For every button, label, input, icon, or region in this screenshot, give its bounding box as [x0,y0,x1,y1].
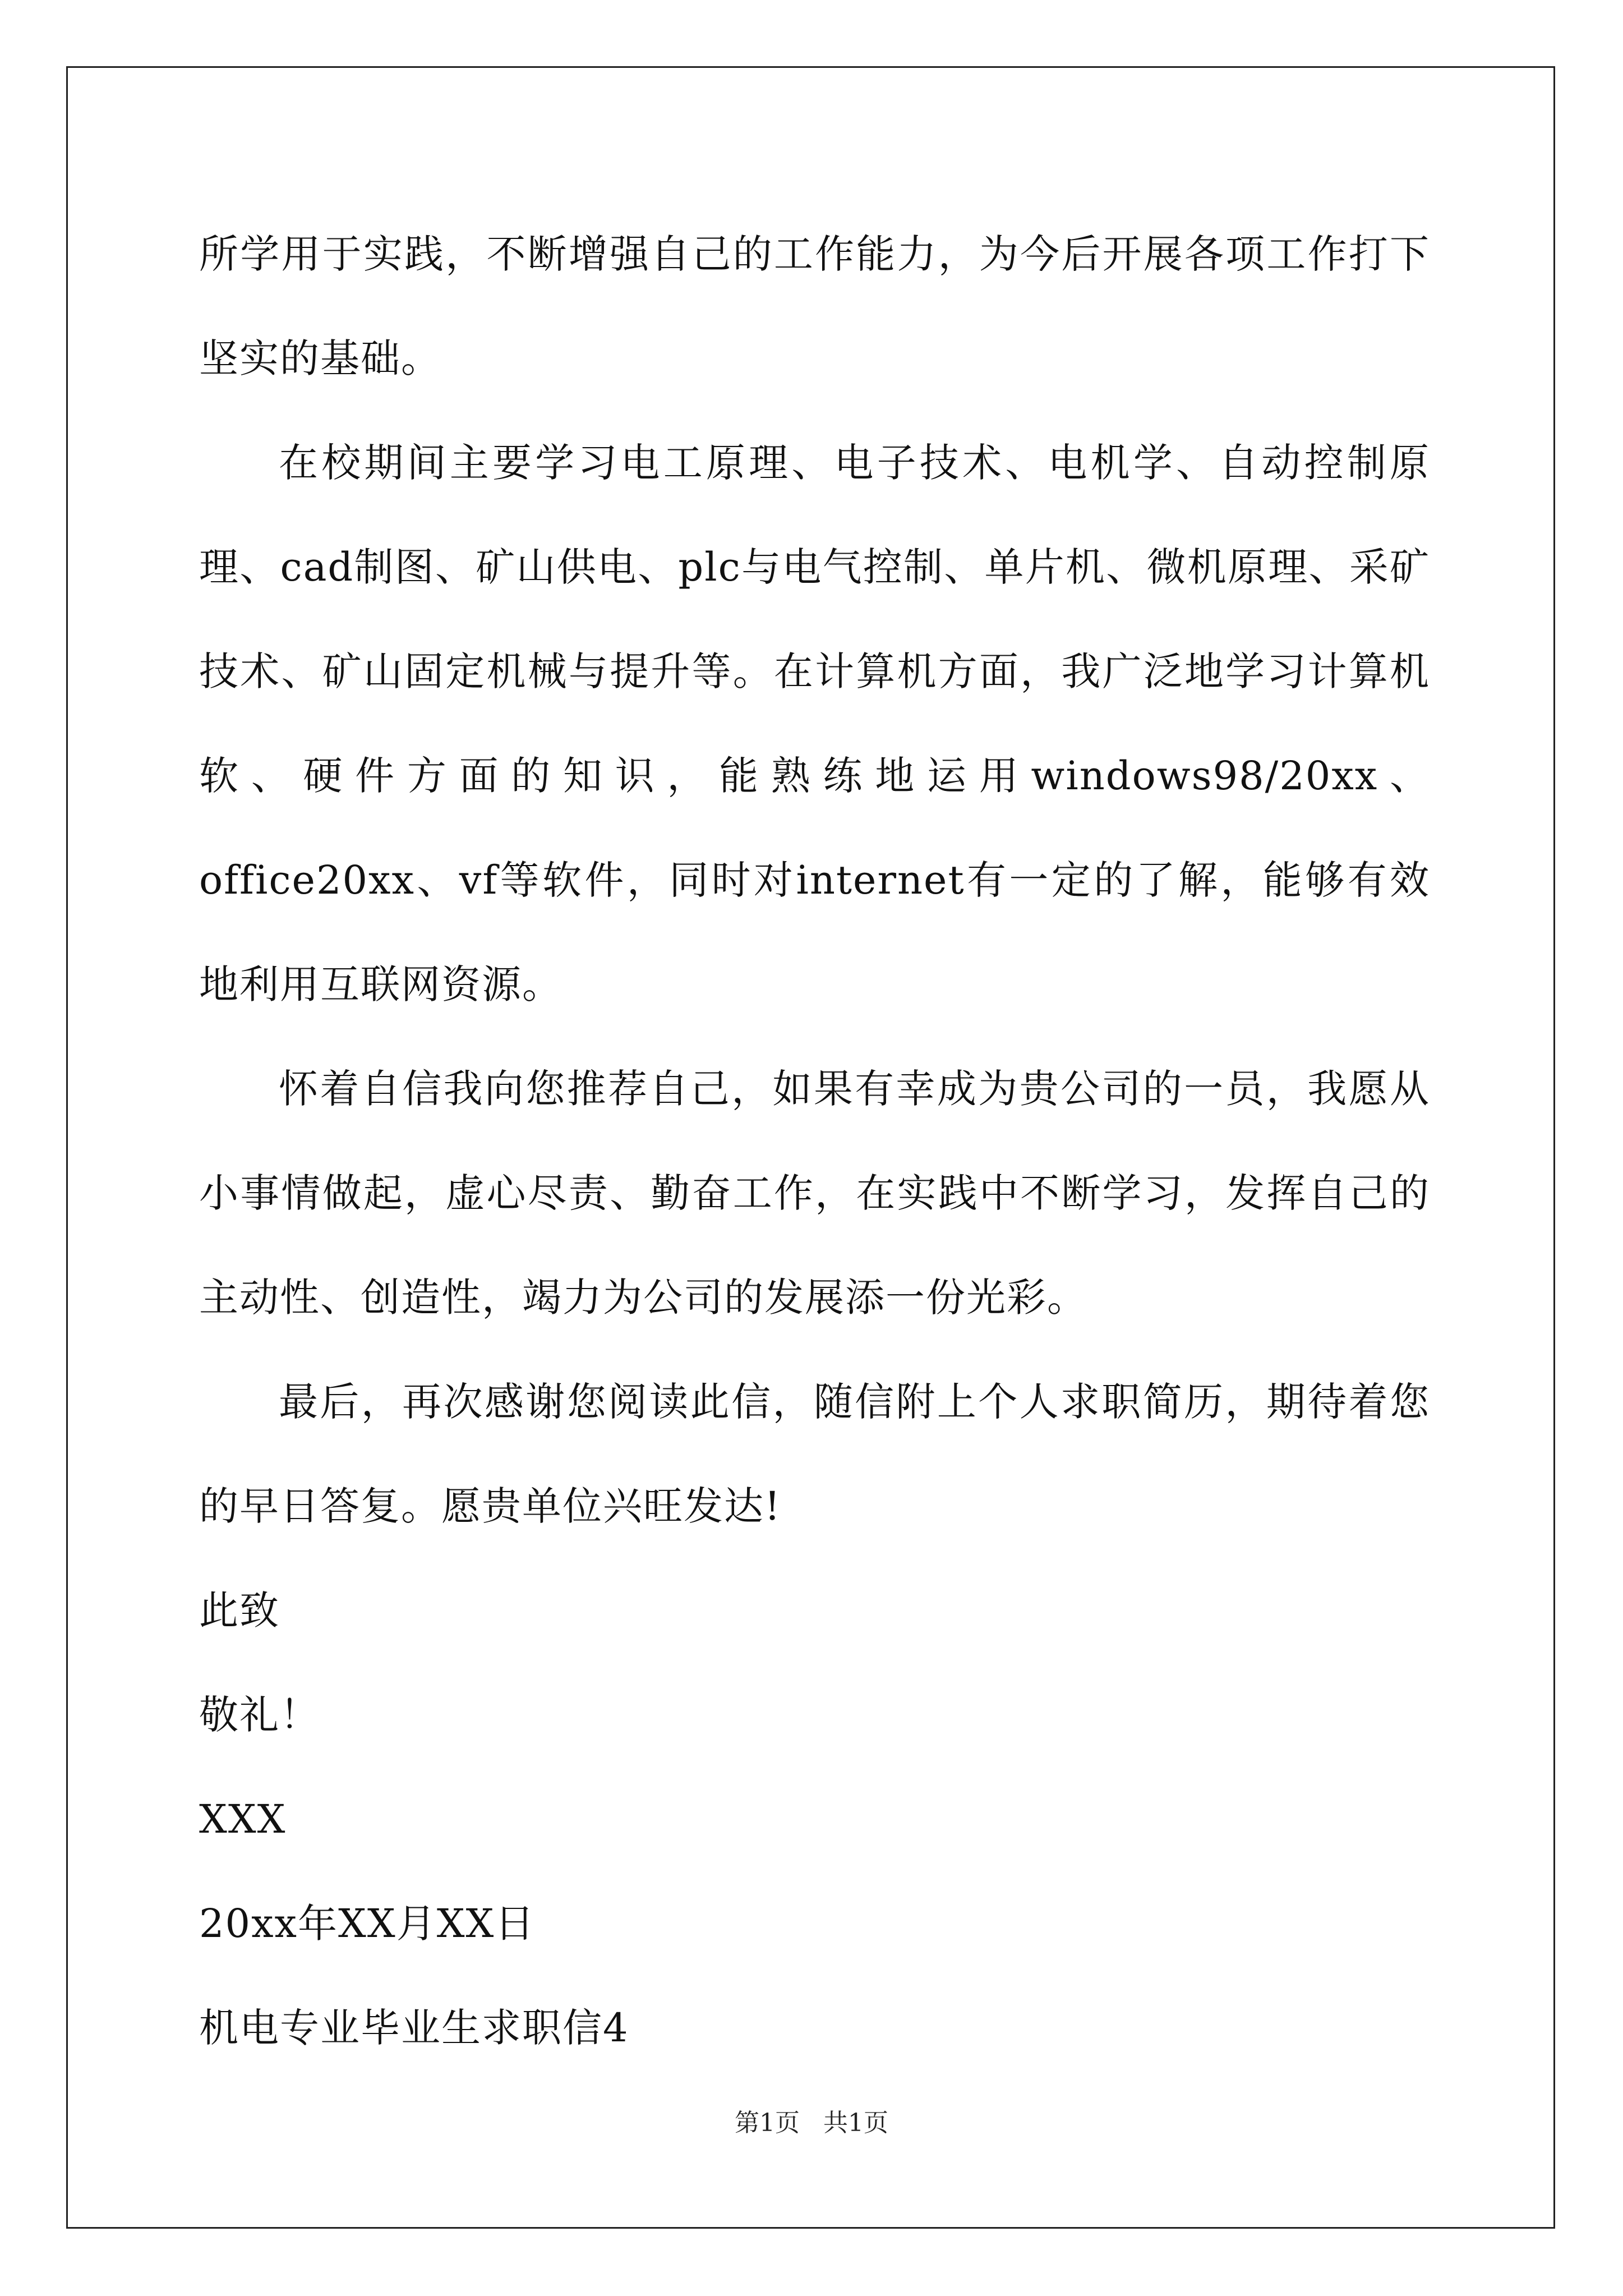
page-number-total: 共1页 [823,2109,888,2137]
salutation-text: 敬礼！ [199,1692,320,1738]
letter-body [199,202,1430,2080]
signature-name: XXX [199,1796,287,1842]
paragraph-continuation: 所学用于实践，不断增强自己的工作能力，为今后开展各项工作打下坚实的基础。 [199,231,1430,381]
next-letter-title: 机电专业毕业生求职信4 [199,2005,629,2051]
paragraph-studies: 在校期间主要学习电工原理、电子技术、电机学、自动控制原理、cad制图、矿山供电、plc与电气控制、单片机、微机原理、采矿技术、矿山固定机械与提升等。在计算机方面，我广泛地学习计算机软、硬件方面的知识，能熟练地运用windows98/20xx、office20xx、vf等软件，同时对internet有一定的了解，能够有效地利用互联网资源。 [199,440,1430,1007]
paragraph-thanks: 最后，再次感谢您阅读此信，随信附上个人求职简历，期待着您的早日答复。愿贵单位兴旺发达! [199,1379,1430,1529]
letter-date: 20xx年XX月XX日 [199,1901,536,1947]
paragraph-recommendation: 怀着自信我向您推荐自己，如果有幸成为贵公司的一员，我愿从小事情做起，虚心尽责、勤奋工作，在实践中不断学习，发挥自己的主动性、创造性，竭力为公司的发展添一份光彩。 [199,1066,1430,1320]
page-number-current: 第1页 [735,2109,800,2137]
page-footer [0,2106,1623,2140]
closing-text: 此致 [199,1588,280,1634]
